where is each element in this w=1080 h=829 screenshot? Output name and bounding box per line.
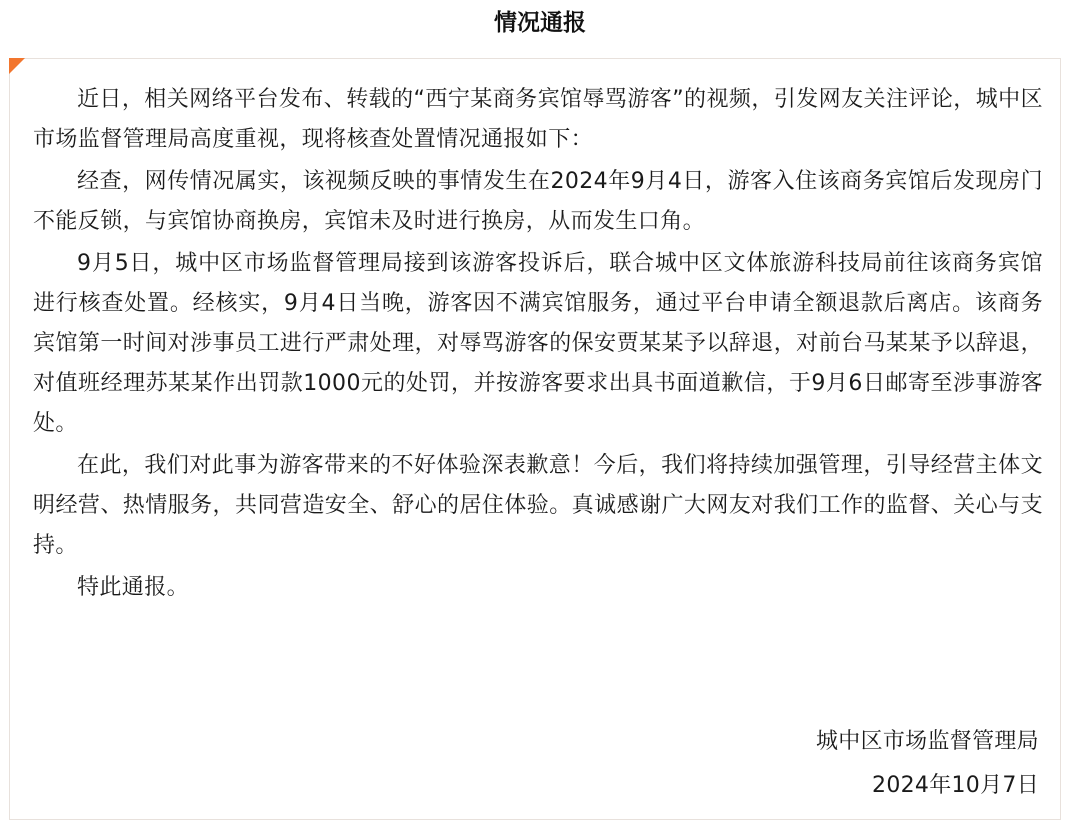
corner-accent-mark — [9, 58, 25, 74]
issuer-name: 城中区市场监督管理局 — [815, 729, 1039, 754]
paragraph-handling: 9月5日，城中区市场监督管理局接到该游客投诉后，联合城中区文体旅游科技局前往该商务宾馆进行核查处置。经核实，9月4日当晚，游客因不满宾馆服务，通过平台申请全额退款后离店。该商务宾馆第一时间对涉事员工进行严肃处理，对辱骂游客的保安贾某某予以辞退，对前台马某某予以辞退，对值班经理苏某某作出罚款1000元的处罚，并按游客要求出具书面道歉信，于9月6日邮寄至涉事游客处。 — [33, 251, 1043, 436]
signature-block — [816, 720, 1039, 808]
paragraph-closing: 特此通报。 — [77, 575, 190, 600]
notice-title: 情况通报 — [494, 10, 586, 36]
notice-body — [33, 80, 1043, 610]
paragraph-apology: 在此，我们对此事为游客带来的不好体验深表歉意！今后，我们将持续加强管理，引导经营主体文明经营、热情服务，共同营造安全、舒心的居住体验。真诚感谢广大网友对我们工作的监督、关心与支持。 — [33, 453, 1043, 558]
paragraph-intro: 近日，相关网络平台发布、转载的“西宁某商务宾馆辱骂游客”的视频，引发网友关注评论，城中区市场监督管理局高度重视，现将核查处置情况通报如下： — [33, 87, 1043, 152]
issue-date: 2024年10月7日 — [872, 773, 1039, 798]
paragraph-findings: 经查，网传情况属实，该视频反映的事情发生在2024年9月4日，游客入住该商务宾馆后发现房门不能反锁，与宾馆协商换房，宾馆未及时进行换房，从而发生口角。 — [33, 169, 1043, 234]
